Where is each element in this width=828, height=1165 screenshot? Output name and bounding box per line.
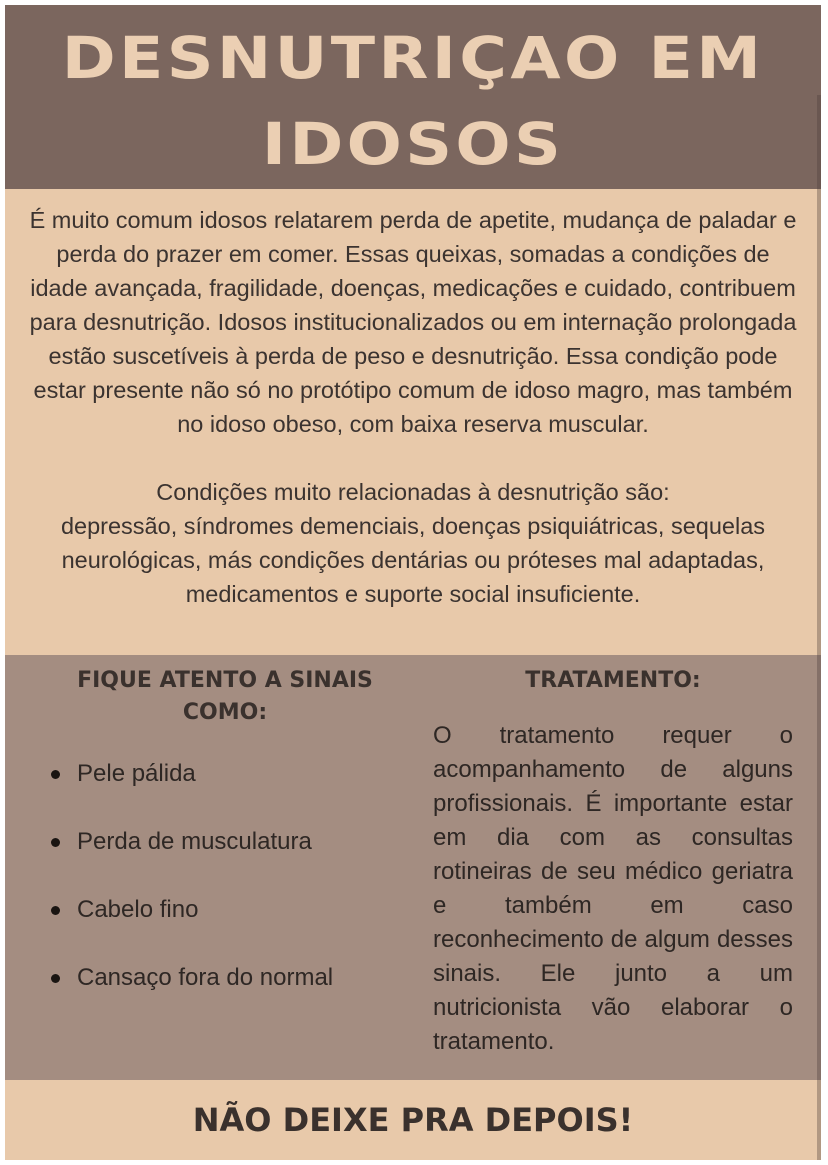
list-item: [35, 757, 415, 825]
poster: [5, 5, 821, 1160]
signs-list: [35, 757, 415, 1029]
call-to-action: NÃO DEIXE PRA DEPOIS!: [192, 1101, 634, 1139]
sign-label: Perda de musculatura: [77, 828, 312, 855]
treatment-column: [433, 665, 793, 1059]
conditions-lead: Condições muito relacionadas à desnutrição são:: [156, 479, 670, 505]
bullet-icon: [51, 838, 60, 847]
treatment-text: O tratamento requer o acompanhamento de alguns profissionais. É importante estar em dia com as consultas rotineiras de seu médico geriatra e também em caso reconhecimento de algum desses sinais. Ele junto a um nutricionista vão elaborar o tratamento.: [433, 722, 793, 1055]
signs-column: [35, 665, 415, 1029]
title-line-1: DESNUTRIÇAO EM: [61, 24, 765, 92]
bullet-icon: [51, 906, 60, 915]
intro-paragraph: É muito comum idosos relatarem perda de apetite, mudança de paladar e perda do prazer em comer. Essas queixas, somadas a condições de idade avançada, fragilidade, doenças, medicações e cuidado, contribuem para desnutrição. Idosos institucionalizados ou em internação prolongada estão suscetíveis à perda de peso e desnutrição. Essa condição pode estar presente não só no protótipo comum de idoso magro, mas também no idoso obeso, com baixa reserva muscular.: [29, 207, 797, 437]
list-item: [35, 961, 415, 1029]
intro-section: [5, 189, 821, 655]
header-banner: [5, 5, 821, 189]
conditions-list: depressão, síndromes demenciais, doenças psiquiátricas, sequelas neurológicas, más condições dentárias ou próteses mal adaptadas, medicamentos e suporte social insuficiente.: [60, 513, 766, 607]
list-item: [35, 893, 415, 961]
list-item: [35, 825, 415, 893]
info-columns: [5, 655, 821, 1080]
sign-label: Pele pálida: [77, 760, 196, 787]
page-edge-shadow: [817, 95, 821, 1160]
treatment-heading: TRATAMENTO:: [525, 668, 701, 693]
title-line-2: IDOSOS: [261, 110, 565, 178]
sign-label: Cabelo fino: [77, 896, 199, 923]
page-title: [5, 5, 821, 187]
signs-heading: FIQUE ATENTO A SINAIS COMO:: [77, 668, 373, 725]
sign-label: Cansaço fora do normal: [77, 964, 334, 991]
footer-banner: [5, 1080, 821, 1160]
bullet-icon: [51, 974, 60, 983]
bullet-icon: [51, 770, 60, 779]
